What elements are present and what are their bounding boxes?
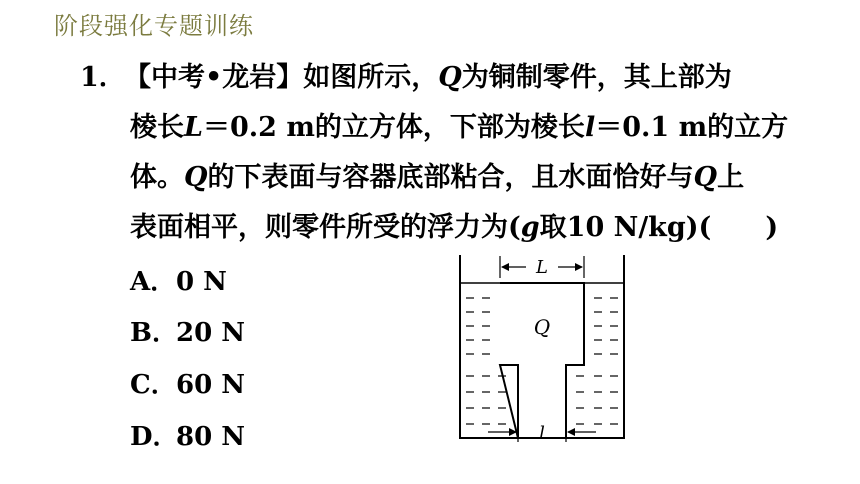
option-letter: A． (130, 267, 177, 297)
var-q: Q (438, 62, 462, 93)
question-text: ＝0.2 m的立方体，下部为棱长 (202, 112, 585, 143)
option-text: 20 N (176, 318, 245, 348)
question-line-4 (130, 208, 778, 248)
question-line-3 (130, 158, 744, 198)
var-small-l: l (584, 112, 596, 143)
question-number: 1． (80, 62, 126, 93)
option-b[interactable] (130, 315, 245, 351)
option-text: 80 N (176, 422, 245, 452)
copper-part-q (500, 283, 584, 438)
section-title: 阶段强化专题训练 (54, 12, 254, 40)
container-diagram (452, 250, 632, 450)
option-d[interactable] (130, 419, 245, 455)
question-text: 表面相平，则零件所受的浮力为( (130, 212, 521, 243)
question-text: 取10 N/kg)( ) (539, 212, 779, 243)
arrow-head-left (567, 428, 575, 436)
question-text: ＝0.1 m的立方 (595, 112, 789, 143)
var-q: Q (693, 162, 718, 193)
var-q: Q (184, 162, 208, 193)
option-letter: D． (130, 422, 179, 452)
question-line-2 (130, 108, 788, 148)
question-line-1 (124, 58, 732, 98)
dim-label-l-small: l (539, 423, 545, 444)
option-letter: B． (130, 318, 178, 348)
option-text: 60 N (176, 370, 245, 400)
arrow-head-right (575, 263, 583, 271)
question-text: 上 (717, 162, 745, 193)
option-a[interactable] (130, 264, 227, 300)
question-text: 体。 (130, 162, 184, 193)
option-letter: C． (130, 370, 177, 400)
option-text: 0 N (176, 267, 227, 297)
arrow-head-left (501, 263, 509, 271)
question-text: 为铜制零件，其上部为 (461, 62, 732, 93)
option-c[interactable] (130, 367, 245, 403)
dim-label-l-big: L (536, 257, 548, 278)
question-text: 【中考•龙岩】如图所示， (124, 62, 439, 93)
var-g: g (520, 212, 540, 243)
part-label-q: Q (533, 315, 551, 339)
question-text: 棱长 (130, 112, 184, 143)
question-text: 的下表面与容器底部粘合，且水面恰好与 (207, 162, 694, 193)
var-big-l: L (184, 112, 203, 143)
